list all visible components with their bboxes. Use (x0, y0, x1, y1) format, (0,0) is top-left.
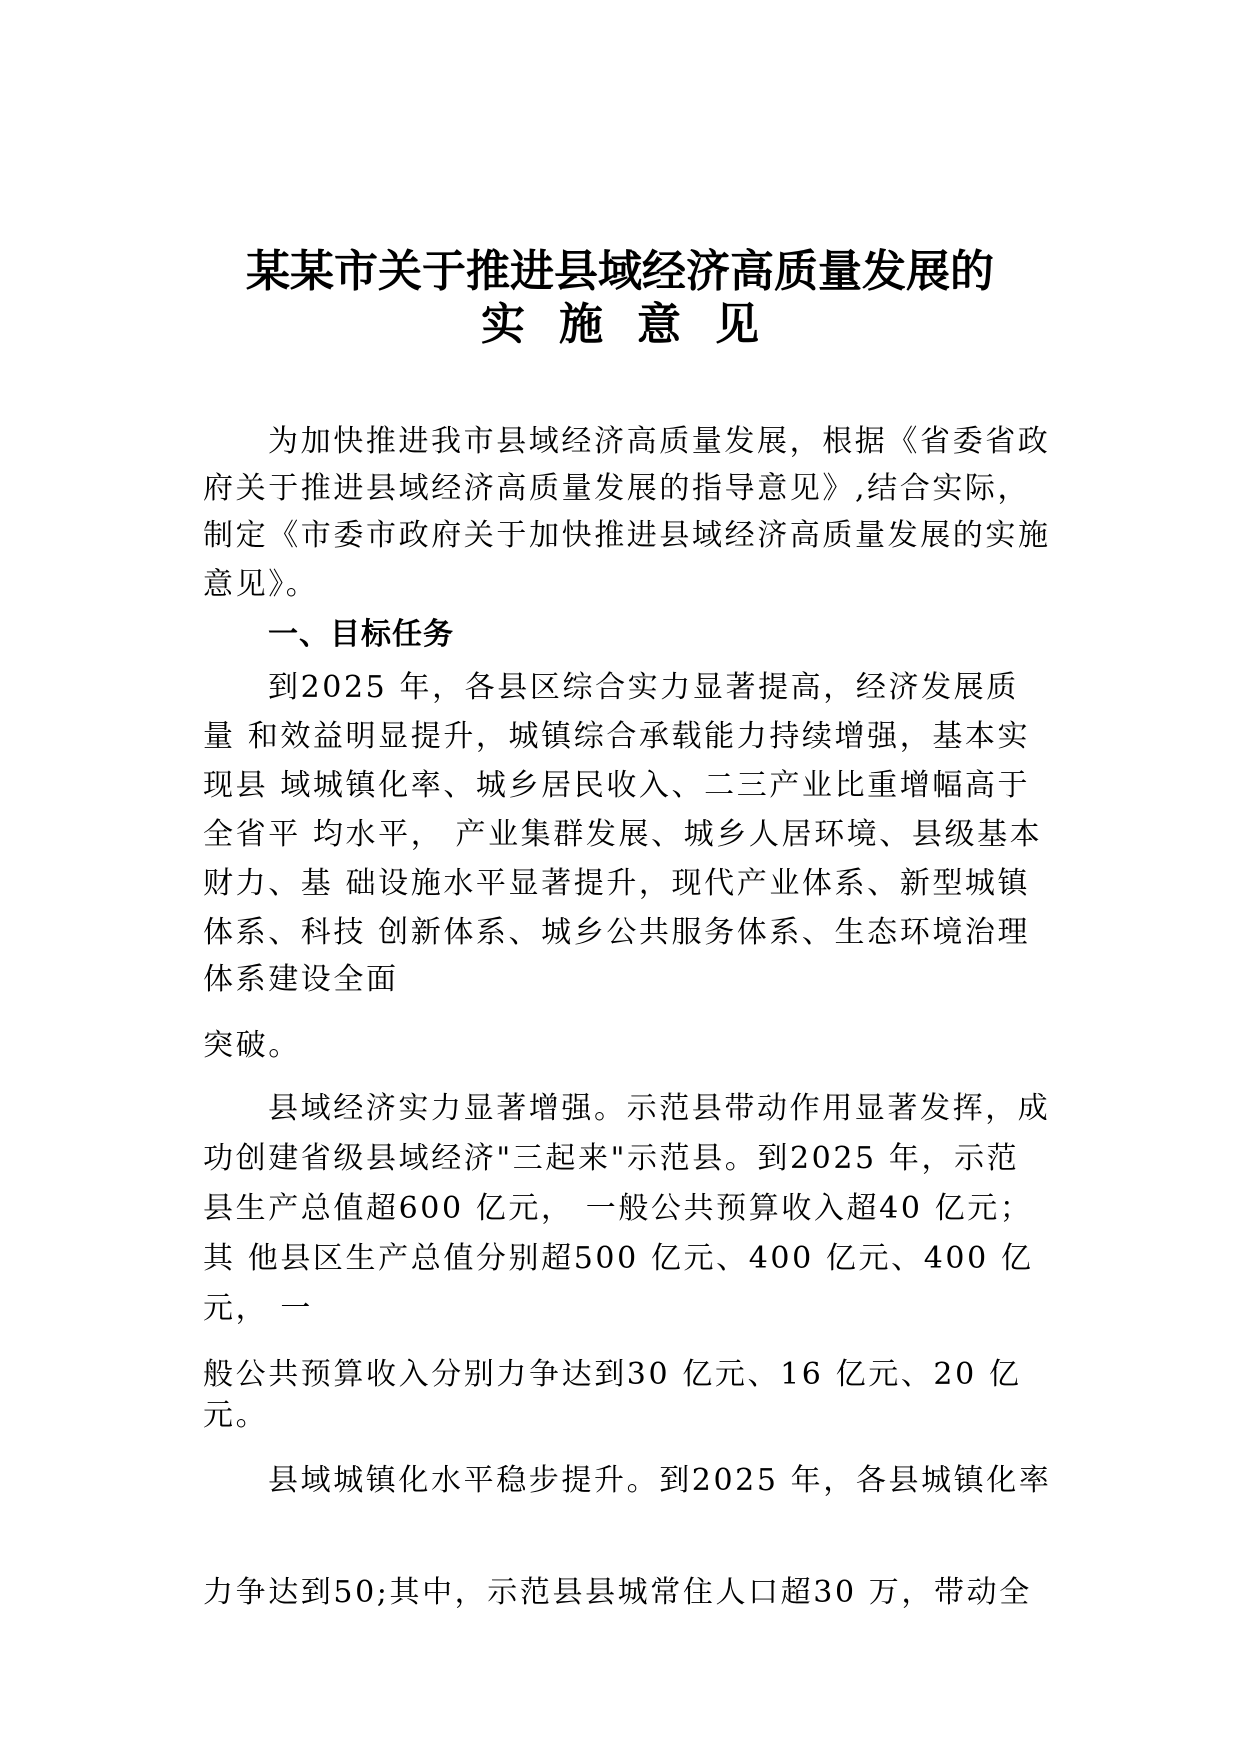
paragraph-line: 体系建设全面 (203, 962, 399, 997)
paragraph-line: 其 他县区生产总值分别超500 亿元、400 亿元、400 亿 (203, 1241, 1034, 1276)
paragraph-line: 现县 域城镇化率、城乡居民收入、二三产业比重增幅高于 (203, 768, 1031, 803)
paragraph-line: 般公共预算收入分别力争达到30 亿元、16 亿元、20 亿 (203, 1357, 1022, 1392)
paragraph-line: 县域经济实力显著增强。示范县带动作用显著发挥，成 (268, 1091, 1051, 1126)
paragraph-line: 体系、科技 创新体系、城乡公共服务体系、生态环境治理 (203, 915, 1031, 950)
paragraph-line: 财力、基 础设施水平显著提升，现代产业体系、新型城镇 (203, 866, 1031, 901)
paragraph-line: 全省平 均水平， 产业集群发展、城乡人居环境、县级基本 (203, 817, 1043, 852)
paragraph-line: 突破。 (203, 1028, 301, 1063)
paragraph-line: 府关于推进县域经济高质量发展的指导意见》,结合实际， (203, 471, 1031, 506)
paragraph-line: 元， 一 (203, 1291, 313, 1326)
paragraph-line: 为加快推进我市县域经济高质量发展，根据《省委省政 (268, 424, 1051, 459)
section-heading: 一、目标任务 (268, 617, 454, 652)
paragraph-line: 县生产总值超600 亿元， 一般公共预算收入超40 亿元； (203, 1191, 1033, 1226)
document-title-line1: 某某市关于推进县域经济高质量发展的 (246, 246, 994, 297)
paragraph-line: 功创建省级县域经济"三起来"示范县。到2025 年，示范 (203, 1141, 1020, 1176)
paragraph-line: 制定《市委市政府关于加快推进县域经济高质量发展的实施 (203, 518, 1051, 553)
paragraph-line: 量 和效益明显提升，城镇综合承载能力持续增强，基本实 (203, 719, 1031, 754)
paragraph-line: 元。 (203, 1398, 269, 1433)
document-title-line2: 实施意见 (481, 299, 793, 350)
paragraph-line: 力争达到50;其中，示范县县城常住人口超30 万，带动全 (203, 1575, 1032, 1610)
paragraph-line: 县域城镇化水平稳步提升。到2025 年，各县城镇化率 (268, 1463, 1052, 1498)
paragraph-line: 意见》。 (203, 567, 319, 602)
paragraph-line: 到2025 年，各县区综合实力显著提高，经济发展质 (268, 670, 1019, 705)
